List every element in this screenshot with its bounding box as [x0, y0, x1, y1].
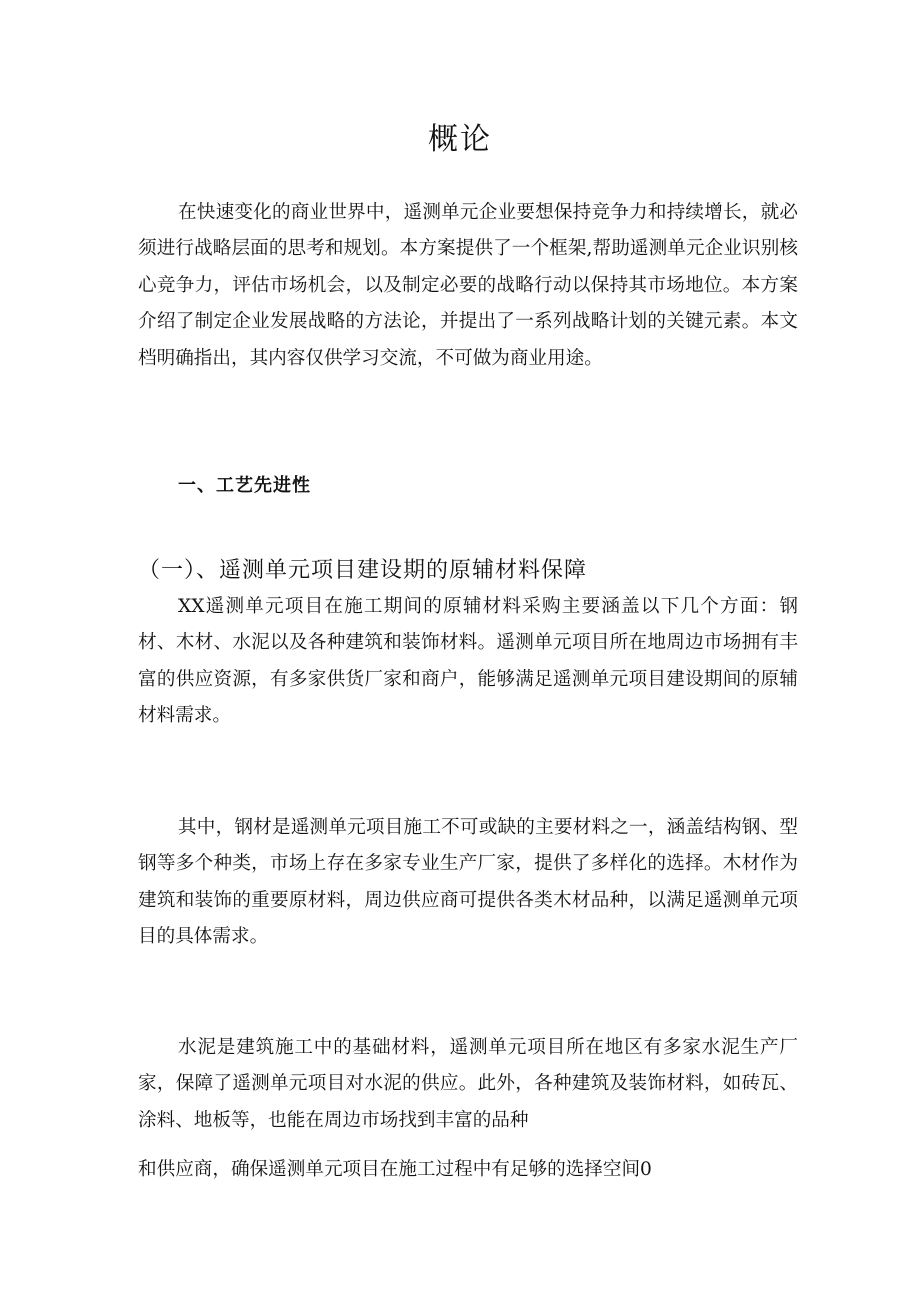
body-paragraph-3: 水泥是建筑施工中的基础材料，遥测单元项目所在地区有多家水泥生产厂家，保障了遥测单元项目对水泥的供应。此外，各种建筑及装饰材料，如砖瓦、涂料、地板等，也能在周边市场找到丰富的品种	[138, 1037, 798, 1131]
body-paragraph-1: XX遥测单元项目在施工期间的原辅材料采购主要涵盖以下几个方面：钢材、木材、水泥以及各种建筑和装饰材料。遥测单元项目所在地周边市场拥有丰富的供应资源，有多家供货厂家和商户，能够满足遥测单元项目建设期间的原辅材料需求。	[138, 596, 798, 727]
section-heading: 一、工艺先进性	[178, 475, 311, 496]
page-title: 概论	[428, 122, 492, 157]
intro-paragraph: 在快速变化的商业世界中，遥测单元企业要想保持竞争力和持续增长，就必须进行战略层面的思考和规划。本方案提供了一个框架,帮助遥测单元企业识别核心竞争力，评估市场机会，以及制定必要的战略行动以保持其市场地位。本方案介绍了制定企业发展战略的方法论，并提出了一系列战略计划的关键元素。本文档明确指出，其内容仅供学习交流，不可做为商业用途。	[138, 202, 798, 369]
body-paragraph-4: 和供应商，确保遥测单元项目在施工过程中有足够的选择空间0	[138, 1159, 652, 1180]
body-paragraph-2: 其中，钢材是遥测单元项目施工不可或缺的主要材料之一，涵盖结构钢、型钢等多个种类，市场上存在多家专业生产厂家，提供了多样化的选择。木材作为建筑和装饰的重要原材料，周边供应商可提供各类木材品种，以满足遥测单元项目的具体需求。	[138, 817, 798, 948]
subsection-heading: （一）、遥测单元项目建设期的原辅材料保障	[138, 558, 588, 583]
